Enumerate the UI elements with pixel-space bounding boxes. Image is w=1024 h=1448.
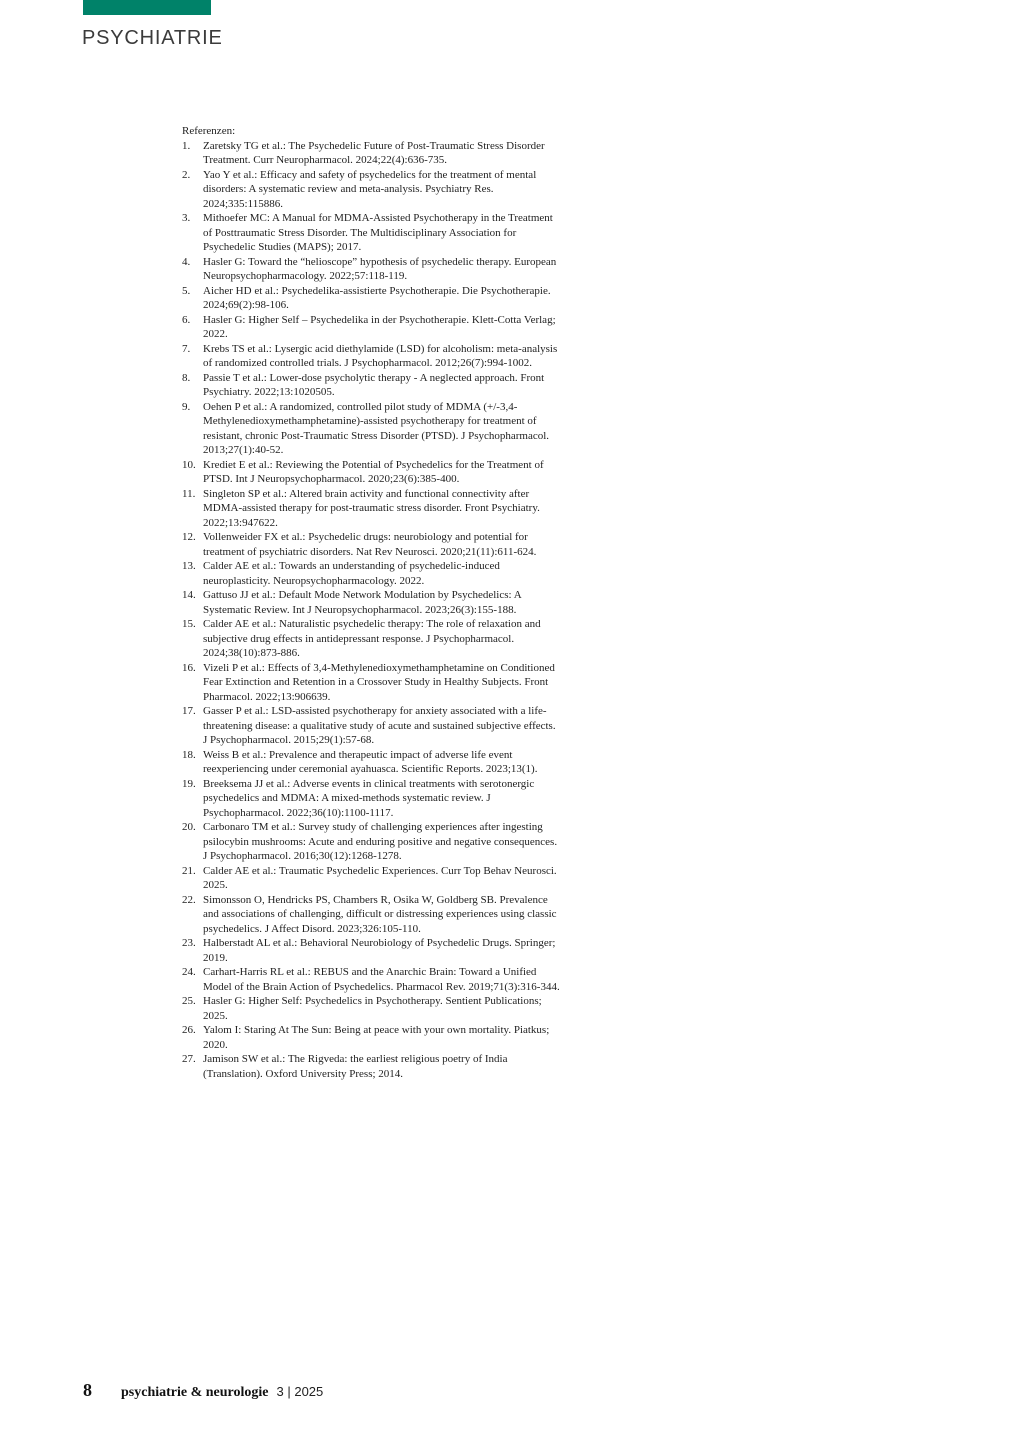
references-section (182, 124, 560, 1081)
reference-item (182, 458, 560, 487)
reference-item (182, 400, 560, 458)
reference-text: Carbonaro TM et al.: Survey study of challenging experiences after ingesting psilocybin mushrooms: Acute and enduring positive and negative consequences. J Psychopharmacol. 2016;30(12):1268-1278. (203, 821, 558, 862)
reference-number: 11. (182, 487, 196, 500)
reference-number: 8. (182, 371, 191, 384)
reference-number: 10. (182, 458, 196, 471)
reference-number: 18. (182, 748, 196, 761)
reference-text: Passie T et al.: Lower-dose psycholytic therapy - A neglected approach. Front Psychiatry. 2022;13:1020505. (203, 371, 545, 398)
section-accent-bar (83, 0, 211, 15)
page-number: 8 (83, 1380, 92, 1400)
reference-text: Calder AE et al.: Traumatic Psychedelic Experiences. Curr Top Behav Neurosci. 2025. (203, 864, 557, 891)
reference-number: 14. (182, 589, 196, 601)
reference-number: 22. (182, 893, 196, 906)
reference-item (182, 893, 560, 937)
reference-number: 27. (182, 1053, 196, 1065)
reference-number: 5. (182, 284, 191, 297)
journal-name: psychiatrie & neurologie (121, 1385, 269, 1400)
references-heading: Referenzen: (182, 125, 236, 137)
references-list (182, 139, 560, 1082)
reference-text: Hasler G: Higher Self – Psychedelika in der Psychotherapie. Klett-Cotta Verlag; 2022. (203, 313, 556, 340)
reference-item (182, 313, 560, 342)
reference-text: Vizeli P et al.: Effects of 3,4-Methylenedioxymethamphetamine on Conditioned Fear Extinction and Retention in a Crossover Study in Healthy Subjects. Front Pharmacol. 2022;13:906639. (203, 661, 555, 703)
reference-item (182, 211, 560, 255)
reference-item (182, 255, 560, 284)
reference-text: Krediet E et al.: Reviewing the Potential of Psychedelics for the Treatment of PTSD. Int J Neuropsychopharmacol. 2020;23(6):385-400. (203, 458, 544, 485)
reference-text: Aicher HD et al.: Psychedelika-assistierte Psychotherapie. Die Psychotherapie. 2024;69(2):98-106. (203, 284, 551, 311)
reference-item (182, 661, 560, 705)
reference-text: Gasser P et al.: LSD-assisted psychotherapy for anxiety associated with a life-threatening disease: a qualitative study of acute and sustained subjective effects. J Psychopharmacol. 2015;29(1):57-68. (203, 705, 556, 746)
reference-item (182, 820, 560, 864)
reference-number: 24. (182, 966, 196, 978)
reference-number: 15. (182, 618, 196, 630)
reference-text: Weiss B et al.: Prevalence and therapeutic impact of adverse life event reexperiencing under ceremonial ayahuasca. Scientific Reports. 2023;13(1). (203, 748, 538, 775)
reference-item (182, 487, 560, 531)
reference-item (182, 864, 560, 893)
reference-item (182, 965, 560, 994)
reference-text: Halberstadt AL et al.: Behavioral Neurobiology of Psychedelic Drugs. Springer; 2019. (203, 937, 556, 964)
reference-text: Calder AE et al.: Naturalistic psychedelic therapy: The role of relaxation and subjective drug effects in antidepressant response. J Psychopharmacol. 2024;38(10):873-886. (203, 618, 541, 659)
reference-number: 7. (182, 342, 191, 355)
reference-item (182, 371, 560, 400)
reference-number: 23. (182, 937, 196, 949)
reference-text: Calder AE et al.: Towards an understanding of psychedelic-induced neuroplasticity. Neuropsychopharmacology. 2022. (203, 560, 500, 587)
reference-text: Breeksema JJ et al.: Adverse events in clinical treatments with serotonergic psychedelics and MDMA: A mixed-methods systematic review. J Psychopharmacol. 2022;36(10):1100-1117. (203, 777, 535, 819)
reference-item (182, 994, 560, 1023)
reference-item (182, 588, 560, 617)
reference-item (182, 1023, 560, 1052)
reference-text: Hasler G: Higher Self: Psychedelics in Psychotherapy. Sentient Publications; 2025. (203, 995, 542, 1022)
reference-text: Yao Y et al.: Efficacy and safety of psychedelics for the treatment of mental disorders: A systematic review and meta-analysis. Psychiatry Res. 2024;335:115886. (203, 168, 537, 210)
reference-item (182, 704, 560, 748)
reference-item (182, 777, 560, 821)
reference-number: 9. (182, 400, 191, 413)
issue-label: 3 | 2025 (276, 1384, 324, 1399)
reference-text: Carhart-Harris RL et al.: REBUS and the Anarchic Brain: Toward a Unified Model of the Brain Action of Psychedelics. Pharmacol Rev. 2019;71(3):316-344. (203, 966, 560, 993)
reference-item (182, 748, 560, 777)
reference-number: 2. (182, 168, 191, 181)
reference-number: 19. (182, 777, 196, 790)
reference-text: Krebs TS et al.: Lysergic acid diethylamide (LSD) for alcoholism: meta-analysis of randomized controlled trials. J Psychopharmacol. 2012;26(7):994-1002. (203, 342, 558, 369)
reference-number: 20. (182, 821, 196, 833)
reference-item (182, 139, 560, 168)
reference-number: 21. (182, 864, 196, 877)
reference-text: Mithoefer MC: A Manual for MDMA-Assisted Psychotherapy in the Treatment of Posttraumatic Stress Disorder. The Multidisciplinary Association for Psychedelic Studies (MAPS); 2017. (203, 212, 553, 253)
page-footer (83, 1380, 323, 1401)
reference-text: Simonsson O, Hendricks PS, Chambers R, Osika W, Goldberg SB. Prevalence and associations of challenging, difficult or distressing experiences using classic psychedelics. J Affect Disord. 2023;326:105-110. (203, 893, 557, 935)
reference-number: 26. (182, 1024, 196, 1036)
reference-item (182, 342, 560, 371)
reference-text: Oehen P et al.: A randomized, controlled pilot study of MDMA (+/-3,4-Methylenedioxymethamphetamine)-assisted psychotherapy for treatment of resistant, chronic Post-Traumatic Stress Disorder (PTSD). J Psychopharmacol. 2013;27(1):40-52. (203, 400, 550, 456)
reference-number: 13. (182, 560, 196, 572)
reference-number: 3. (182, 212, 191, 224)
reference-item (182, 617, 560, 661)
reference-text: Yalom I: Staring At The Sun: Being at peace with your own mortality. Piatkus; 2020. (203, 1024, 550, 1051)
reference-item (182, 559, 560, 588)
reference-item (182, 1052, 560, 1081)
reference-text: Gattuso JJ et al.: Default Mode Network Modulation by Psychedelics: A Systematic Review. Int J Neuropsychopharmacol. 2023;26(3):155-188. (203, 589, 522, 616)
reference-number: 12. (182, 531, 196, 543)
reference-text: Jamison SW et al.: The Rigveda: the earliest religious poetry of India (Translation). Oxford University Press; 2014. (203, 1053, 508, 1080)
reference-number: 17. (182, 705, 196, 717)
section-title: PSYCHIATRIE (82, 27, 223, 49)
reference-item (182, 530, 560, 559)
reference-text: Hasler G: Toward the “helioscope” hypothesis of psychedelic therapy. European Neuropsychopharmacology. 2022;57:118-119. (203, 255, 557, 282)
reference-number: 6. (182, 313, 191, 326)
reference-text: Zaretsky TG et al.: The Psychedelic Future of Post-Traumatic Stress Disorder Treatment. Curr Neuropharmacol. 2024;22(4):636-735. (203, 139, 545, 166)
reference-item (182, 168, 560, 212)
reference-number: 25. (182, 995, 196, 1007)
reference-number: 4. (182, 255, 191, 268)
reference-text: Vollenweider FX et al.: Psychedelic drugs: neurobiology and potential for treatment of psychiatric disorders. Nat Rev Neurosci. 2020;21(11):611-624. (203, 531, 537, 558)
reference-number: 16. (182, 661, 196, 674)
reference-item (182, 284, 560, 313)
reference-number: 1. (182, 139, 191, 152)
reference-text: Singleton SP et al.: Altered brain activity and functional connectivity after MDMA-assisted therapy for post-traumatic stress disorder. Front Psychiatry. 2022;13:947622. (203, 487, 540, 529)
reference-item (182, 936, 560, 965)
